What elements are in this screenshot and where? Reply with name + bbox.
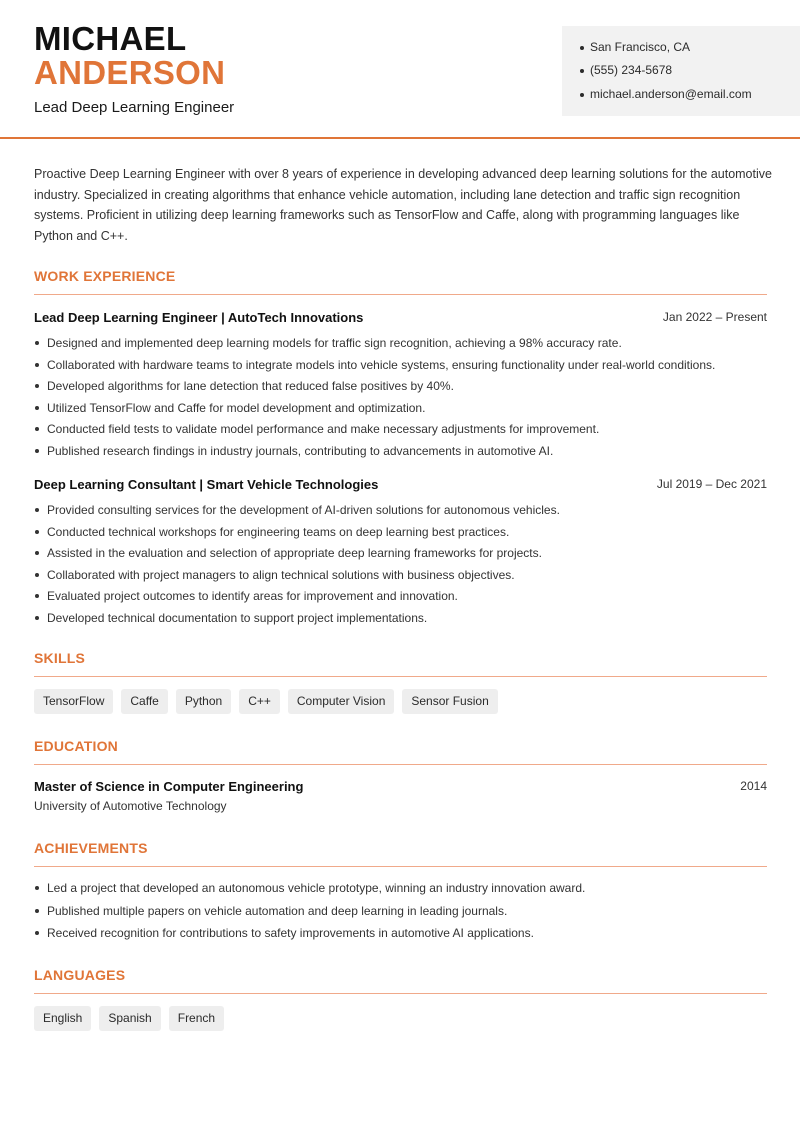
skill-tag: Python bbox=[176, 689, 231, 714]
job-bullet: Provided consulting services for the development of AI-driven solutions for autonomous vehicles. bbox=[34, 502, 774, 524]
achievement-bullet: Led a project that developed an autonomous vehicle prototype, winning an industry innovation award. bbox=[34, 880, 774, 903]
section-divider bbox=[34, 294, 767, 295]
job-bullet: Designed and implemented deep learning models for traffic sign recognition, achieving a 98% accuracy rate. bbox=[34, 335, 774, 357]
language-tag: Spanish bbox=[99, 1006, 160, 1031]
section-title-achievements: ACHIEVEMENTS bbox=[34, 840, 148, 856]
job-bullet: Collaborated with project managers to align technical solutions with business objectives. bbox=[34, 567, 774, 589]
section-divider bbox=[34, 866, 767, 867]
last-name: ANDERSON bbox=[34, 54, 226, 91]
contact-phone: (555) 234-5678 bbox=[580, 63, 672, 77]
job-role: Lead Deep Learning Engineer | AutoTech Innovations bbox=[34, 310, 364, 325]
section-title-work-experience: WORK EXPERIENCE bbox=[34, 268, 176, 284]
job-bullet-list bbox=[34, 335, 774, 464]
language-tag: English bbox=[34, 1006, 91, 1031]
job-bullet: Evaluated project outcomes to identify areas for improvement and innovation. bbox=[34, 588, 774, 610]
achievement-bullet: Published multiple papers on vehicle automation and deep learning in leading journals. bbox=[34, 903, 774, 926]
education-degree: Master of Science in Computer Engineering bbox=[34, 779, 304, 794]
skill-tag: TensorFlow bbox=[34, 689, 113, 714]
first-name: MICHAEL bbox=[34, 20, 187, 57]
job-header bbox=[34, 477, 767, 492]
skill-tag: Sensor Fusion bbox=[402, 689, 497, 714]
section-divider bbox=[34, 676, 767, 677]
job-header bbox=[34, 310, 767, 325]
skill-tag: Computer Vision bbox=[288, 689, 395, 714]
section-title-education: EDUCATION bbox=[34, 738, 118, 754]
resume-header bbox=[0, 0, 800, 139]
job-role: Deep Learning Consultant | Smart Vehicle Technologies bbox=[34, 477, 379, 492]
job-bullet: Developed technical documentation to support project implementations. bbox=[34, 610, 774, 632]
job-bullet-list bbox=[34, 502, 774, 631]
job-bullet: Collaborated with hardware teams to integrate models into vehicle systems, ensuring functionality under real-world conditions. bbox=[34, 357, 774, 379]
education-year: 2014 bbox=[740, 779, 767, 793]
job-bullet: Conducted technical workshops for engineering teams on deep learning best practices. bbox=[34, 524, 774, 546]
job-title: Lead Deep Learning Engineer bbox=[34, 99, 235, 116]
section-divider bbox=[34, 764, 767, 765]
achievement-bullet: Received recognition for contributions to safety improvements in automotive AI applications. bbox=[34, 925, 774, 948]
contact-email: michael.anderson@email.com bbox=[580, 87, 752, 101]
section-divider bbox=[34, 993, 767, 994]
skill-tag: C++ bbox=[239, 689, 280, 714]
job-bullet: Utilized TensorFlow and Caffe for model development and optimization. bbox=[34, 400, 774, 422]
candidate-name bbox=[34, 22, 225, 90]
skill-tag: Caffe bbox=[121, 689, 167, 714]
contact-location: San Francisco, CA bbox=[580, 40, 690, 54]
achievement-bullet-list bbox=[34, 880, 774, 948]
section-title-languages: LANGUAGES bbox=[34, 967, 126, 983]
job-bullet: Published research findings in industry journals, contributing to advancements in automotive AI. bbox=[34, 443, 774, 465]
job-bullet: Developed algorithms for lane detection that reduced false positives by 40%. bbox=[34, 378, 774, 400]
job-dates: Jan 2022 – Present bbox=[662, 310, 767, 324]
summary-paragraph: Proactive Deep Learning Engineer with over 8 years of experience in developing advanced deep learning solutions for the automotive industry. Specialized in creating algorithms that enhance vehicle automation, including lane detection and traffic sign recognition systems. Proficient in utilizing deep learning frameworks such as TensorFlow and Caffe, along with programming languages like Python and C++. bbox=[34, 167, 772, 244]
skills-tag-list bbox=[34, 689, 498, 714]
contact-box bbox=[562, 26, 800, 116]
job-bullet: Assisted in the evaluation and selection of appropriate deep learning frameworks for projects. bbox=[34, 545, 774, 567]
job-bullet: Conducted field tests to validate model performance and make necessary adjustments for improvement. bbox=[34, 421, 774, 443]
section-title-skills: SKILLS bbox=[34, 650, 85, 666]
job-dates: Jul 2019 – Dec 2021 bbox=[656, 477, 767, 491]
language-tag: French bbox=[169, 1006, 224, 1031]
languages-tag-list bbox=[34, 1006, 224, 1031]
education-school: University of Automotive Technology bbox=[34, 799, 227, 813]
